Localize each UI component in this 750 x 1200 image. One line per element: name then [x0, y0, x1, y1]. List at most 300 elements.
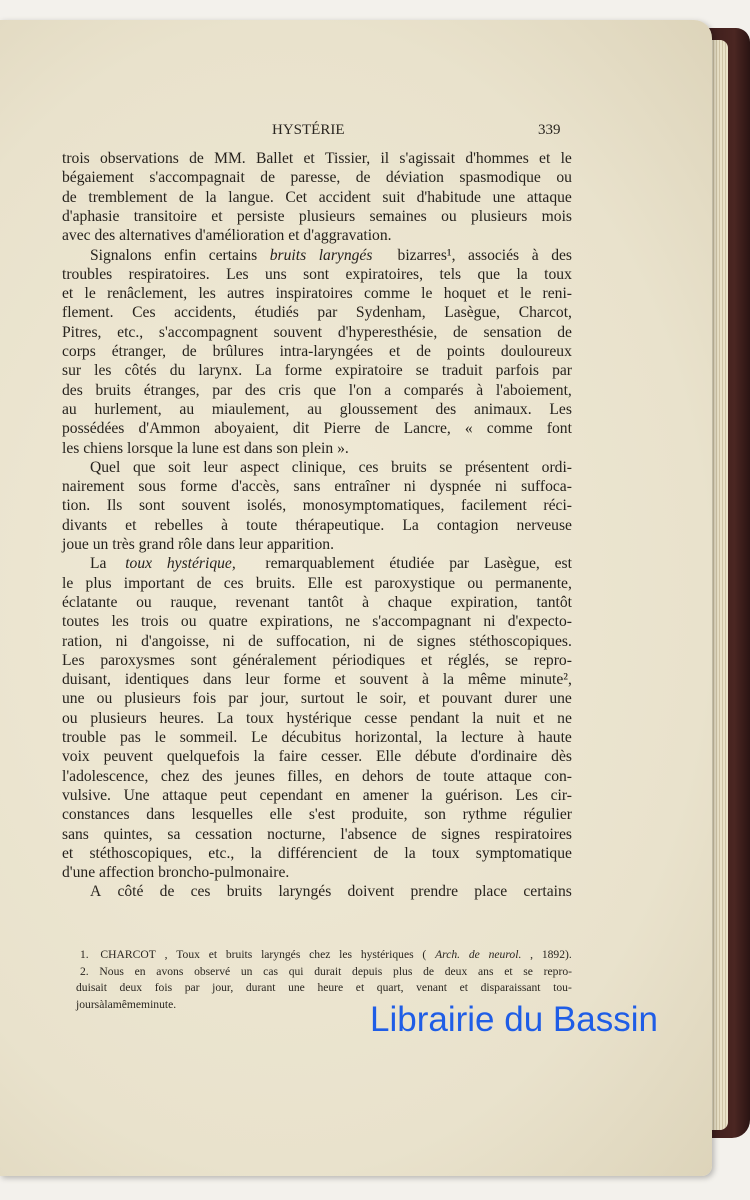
word: monosymptomatiques, [302, 497, 445, 515]
word: de [355, 169, 371, 187]
word: d'accès, [231, 478, 280, 496]
word: grand [138, 536, 179, 553]
word: elle [269, 806, 293, 824]
word: généralement [232, 651, 317, 669]
body-line [62, 496, 572, 515]
word: et [125, 516, 137, 534]
word: étudiés [254, 304, 299, 322]
body-line [62, 323, 572, 342]
word: con- [544, 767, 572, 785]
body-line [62, 168, 572, 187]
word: font [546, 420, 572, 438]
word: ne [557, 709, 572, 727]
word: soit [168, 458, 191, 476]
word: s'accompagnait [149, 169, 245, 187]
word: de [159, 883, 175, 901]
word: Charcot, [518, 304, 572, 322]
word: de [423, 964, 435, 978]
word: se [439, 458, 453, 476]
word: pouvant [441, 690, 493, 708]
word: décubitus [281, 729, 342, 746]
body-line [62, 767, 572, 786]
word: régulier [523, 806, 572, 824]
word: Ballet [255, 150, 294, 167]
word: des [62, 381, 83, 399]
body-line [62, 149, 572, 168]
word: enfin [164, 246, 197, 264]
word: d'expecto- [507, 613, 572, 631]
word: deux [444, 964, 468, 978]
word: cris [278, 381, 301, 399]
word: et [504, 964, 513, 978]
body-line [62, 882, 572, 901]
word: observé [194, 964, 231, 978]
word: même [467, 671, 507, 689]
word: Toux [176, 948, 200, 961]
word: que [477, 265, 501, 283]
word: paroxysmes [100, 651, 175, 669]
word: etc., [117, 323, 144, 341]
word: ni [363, 632, 376, 650]
word: une [549, 690, 572, 708]
word: la [104, 997, 113, 1011]
word: et [334, 671, 346, 689]
word: traduit [441, 362, 483, 380]
word: paroxystique [374, 574, 456, 592]
word: souvent [359, 671, 409, 689]
body-line [62, 786, 572, 805]
word: ou [180, 613, 197, 631]
word: signes [441, 825, 481, 843]
word: symptomatique [475, 844, 572, 862]
word: tremblement [88, 188, 168, 206]
word: ou [467, 574, 483, 592]
word: intra-laryngées [279, 343, 374, 360]
word: quintes, [103, 825, 153, 843]
body-line [62, 670, 572, 689]
body-line [62, 477, 572, 496]
word: suit [382, 188, 405, 206]
word: forme [180, 478, 218, 496]
word: toute [443, 767, 475, 785]
word: remarquablement [265, 555, 375, 573]
word: Lasègue, [483, 555, 540, 573]
word: sont [138, 497, 165, 515]
word: aspect [240, 458, 280, 476]
word: deux [119, 981, 143, 994]
word: tou- [553, 981, 572, 994]
word: voix [62, 748, 90, 766]
footnote-line [80, 964, 572, 980]
word: le [560, 150, 572, 167]
body-line [62, 226, 572, 245]
body-line [62, 554, 572, 573]
word: isolés, [246, 497, 287, 515]
word: Cet [285, 188, 308, 206]
word: son [424, 806, 446, 824]
word: de [416, 767, 431, 785]
word: l'aboiement, [495, 381, 572, 399]
word: repro- [533, 651, 572, 669]
word: bruits [391, 458, 427, 476]
word: même [112, 997, 142, 1011]
body-line [62, 439, 572, 458]
word: cir- [550, 786, 572, 804]
word: ni [403, 478, 416, 496]
word: durer [504, 690, 538, 708]
word: ( [422, 948, 427, 961]
body-line [62, 458, 572, 477]
word: le [154, 729, 166, 746]
word: expiratoires, [345, 265, 424, 283]
word: expiration, [450, 593, 518, 611]
word: ordi- [541, 458, 572, 476]
word: du [169, 362, 186, 380]
word: toute [246, 516, 278, 534]
word: d'ordinaire [470, 748, 538, 766]
word: points [446, 343, 485, 360]
word: ces [358, 458, 379, 476]
word: laryngés [278, 883, 332, 901]
word: à [221, 516, 229, 534]
word: s'agissait [399, 150, 456, 167]
word: toux [125, 555, 153, 573]
word: les [62, 439, 84, 457]
word: bruits [269, 246, 307, 264]
word: tels [439, 265, 462, 283]
word: réglés, [448, 651, 490, 669]
word: et [459, 981, 469, 994]
word: la [435, 729, 448, 746]
word: cesser. [321, 748, 363, 766]
word: attaque [486, 767, 532, 785]
word: de [468, 948, 480, 961]
word: à [476, 381, 484, 399]
word: peut [219, 786, 247, 804]
word: dans [243, 439, 277, 457]
word: déviation [385, 169, 444, 187]
word: tantôt [307, 593, 344, 611]
word: tion. [62, 497, 91, 515]
word: amener [362, 786, 409, 804]
word: cesse [364, 709, 398, 727]
word: , [530, 948, 534, 961]
word: haute [538, 729, 572, 746]
word: de [416, 343, 431, 360]
word: et [497, 285, 509, 303]
word: et [211, 207, 223, 225]
body-line [62, 593, 572, 612]
body-line [62, 632, 572, 651]
word: rebelles [154, 516, 204, 534]
word: l'absence [340, 825, 397, 843]
word: de [411, 825, 427, 843]
word: trois [62, 150, 90, 167]
word: en [335, 786, 351, 804]
word: aboyaient, [214, 420, 279, 438]
body-line [62, 246, 572, 265]
word: Lancre, [403, 420, 451, 438]
word: d'hommes [465, 150, 529, 167]
word: trouble [62, 729, 107, 746]
word: filles, [287, 767, 323, 785]
word: nairement [62, 478, 125, 496]
word: la [442, 671, 455, 689]
word: attaque [162, 786, 208, 804]
word: forme [283, 671, 321, 689]
word: la [176, 439, 192, 457]
word: certains [523, 883, 572, 901]
word: un [240, 964, 253, 978]
word: Les [515, 786, 538, 804]
word: venant [416, 981, 448, 994]
word: observations [100, 150, 179, 167]
word: etc., [208, 844, 235, 862]
word: lune [191, 439, 223, 457]
word: périodiques [332, 651, 406, 669]
word: que [313, 381, 337, 399]
word: jour, [260, 690, 289, 708]
word: d'une [62, 864, 100, 882]
word: les [94, 362, 112, 380]
word: contagion [436, 516, 499, 534]
body-line [62, 805, 572, 824]
word: une [492, 188, 516, 206]
word: la [404, 844, 416, 862]
word: apparition. [266, 536, 334, 553]
word: la [516, 265, 528, 283]
word: A [90, 883, 102, 901]
word: hystérique [286, 709, 352, 727]
word: quatre [208, 613, 248, 631]
word: cependant [259, 786, 323, 804]
word: transitoire [133, 207, 197, 225]
word: duisant, [62, 671, 111, 689]
footnote-line [76, 980, 572, 996]
word: chaque [387, 593, 432, 611]
word: ou [556, 169, 572, 187]
word: a [384, 381, 392, 399]
word: leur [203, 458, 228, 476]
word: respiratoires [494, 825, 572, 843]
word: Elle [307, 574, 333, 592]
word: animaux. [474, 400, 532, 418]
word: ni [222, 632, 235, 650]
word: sensation [483, 323, 542, 341]
word: La [255, 362, 272, 380]
word: disparaissant [480, 981, 541, 994]
word: constances [62, 806, 130, 824]
word: bégaiement [62, 169, 134, 187]
word: semaines [369, 207, 427, 225]
word: tantôt [536, 593, 572, 611]
word: réci- [543, 497, 572, 515]
word: leur [238, 536, 267, 553]
word: duisait [76, 981, 107, 994]
word: et [62, 844, 74, 862]
word: hoquet [443, 285, 487, 303]
word: ne [345, 613, 360, 631]
word: respiratoires. [128, 265, 210, 283]
word: important [123, 574, 185, 592]
word: s'est [308, 806, 336, 824]
word: hystérique, [166, 555, 236, 573]
word: uns [265, 265, 287, 283]
word: ni [115, 632, 128, 650]
word: soir, [379, 690, 407, 708]
word: quart, [376, 981, 404, 994]
word: expirations, [259, 613, 334, 631]
word: Le [251, 729, 268, 746]
word: 2. [80, 964, 89, 978]
word: d'amélioration [194, 227, 289, 245]
word: bruits [225, 948, 253, 961]
word: renâclement, [107, 285, 188, 303]
word: lorsque [126, 439, 177, 457]
word: et [288, 227, 304, 245]
word: rôle [178, 536, 207, 553]
word: est [222, 439, 244, 457]
word: sommeil. [179, 729, 238, 746]
word: rauque, [170, 593, 217, 611]
running-title: HYSTÉRIE [272, 122, 345, 138]
word: une [62, 690, 85, 708]
word: comme [486, 420, 533, 438]
word: par [228, 690, 249, 708]
body-line [62, 516, 572, 535]
word: de [178, 188, 194, 206]
word: comme [363, 285, 410, 303]
word: à [517, 729, 525, 746]
word: sa [167, 825, 181, 843]
word: Quel [90, 458, 121, 476]
word: de [260, 169, 275, 187]
word: nuit [496, 709, 521, 727]
word: MM. [214, 150, 246, 167]
word: plusieurs [90, 709, 147, 727]
word: divants [62, 516, 108, 534]
word: doivent [347, 883, 395, 901]
word: ni [483, 613, 496, 631]
word: ces [223, 574, 244, 592]
word: les [339, 948, 353, 961]
word: chez [160, 767, 190, 785]
word: d'aggravation. [303, 227, 392, 245]
word: Arch. [435, 948, 461, 961]
body-line [62, 709, 572, 728]
word: forme [284, 362, 323, 380]
word: flement. [62, 304, 114, 322]
word: plein [301, 439, 338, 457]
word: de [196, 574, 212, 592]
word: le [62, 574, 74, 592]
word: corps [62, 343, 96, 360]
word: bruits. [255, 574, 296, 592]
word: neurol. [488, 948, 522, 961]
word: fois [154, 981, 173, 994]
word: CHARCOT [100, 948, 156, 961]
word: 1892). [541, 948, 572, 961]
word: d'Ammon [138, 420, 201, 438]
word: de [189, 150, 204, 167]
word: produite, [351, 806, 408, 824]
word: durait [314, 964, 342, 978]
word: par [552, 362, 572, 380]
word: trois [140, 613, 169, 631]
word: au [179, 400, 195, 418]
word: affection [99, 864, 159, 882]
word: , [164, 948, 168, 961]
word: faire [278, 748, 308, 766]
word: son [276, 439, 302, 457]
word: certains [208, 246, 258, 264]
body-line [62, 207, 572, 226]
word: à [362, 593, 370, 611]
word: dans [146, 806, 175, 824]
word: est [554, 555, 572, 573]
word: durant [245, 981, 276, 994]
word: nerveuse [516, 516, 572, 534]
word: s'accompagnent [158, 323, 258, 341]
word: toux [431, 844, 460, 862]
word: et [62, 285, 74, 303]
word: pas [120, 729, 141, 746]
word: se [415, 362, 429, 380]
word: l'on [348, 381, 372, 399]
word: dans [206, 536, 239, 553]
word: paresse, [290, 169, 341, 187]
word: est [344, 574, 363, 592]
word: des [94, 227, 120, 245]
word: en [134, 964, 146, 978]
word: thérapeutique. [295, 516, 385, 534]
word: des [244, 381, 266, 399]
body-line [62, 303, 572, 322]
word: chez [309, 948, 331, 961]
word: joue [62, 536, 93, 553]
body-line [62, 265, 572, 284]
word: bizarres¹, [397, 246, 456, 264]
word: ni [495, 478, 508, 496]
word: côtés [124, 362, 157, 380]
body-line [62, 342, 572, 361]
word: par [212, 381, 233, 399]
word: Pierre [323, 420, 361, 438]
word: guérison. [445, 786, 503, 804]
word: d'hyperesthésie, [337, 323, 438, 341]
word: le [356, 690, 368, 708]
word: La [90, 555, 111, 573]
body-line [62, 689, 572, 708]
word: des [435, 400, 457, 418]
word: dehors [362, 767, 404, 785]
word: toux [246, 709, 274, 727]
word: étranger, [111, 343, 167, 360]
word: avec [62, 227, 95, 245]
word: qui [288, 964, 304, 978]
word: spasmodique [459, 169, 541, 187]
word: à [422, 671, 429, 689]
word: signes [416, 632, 456, 650]
word: à [99, 997, 105, 1011]
word: et [533, 709, 545, 727]
word: alternatives [119, 227, 195, 245]
body-line [62, 651, 572, 670]
word: de [452, 323, 468, 341]
word: sont [303, 265, 330, 283]
word: ou [441, 207, 457, 225]
word: ou [96, 690, 113, 708]
